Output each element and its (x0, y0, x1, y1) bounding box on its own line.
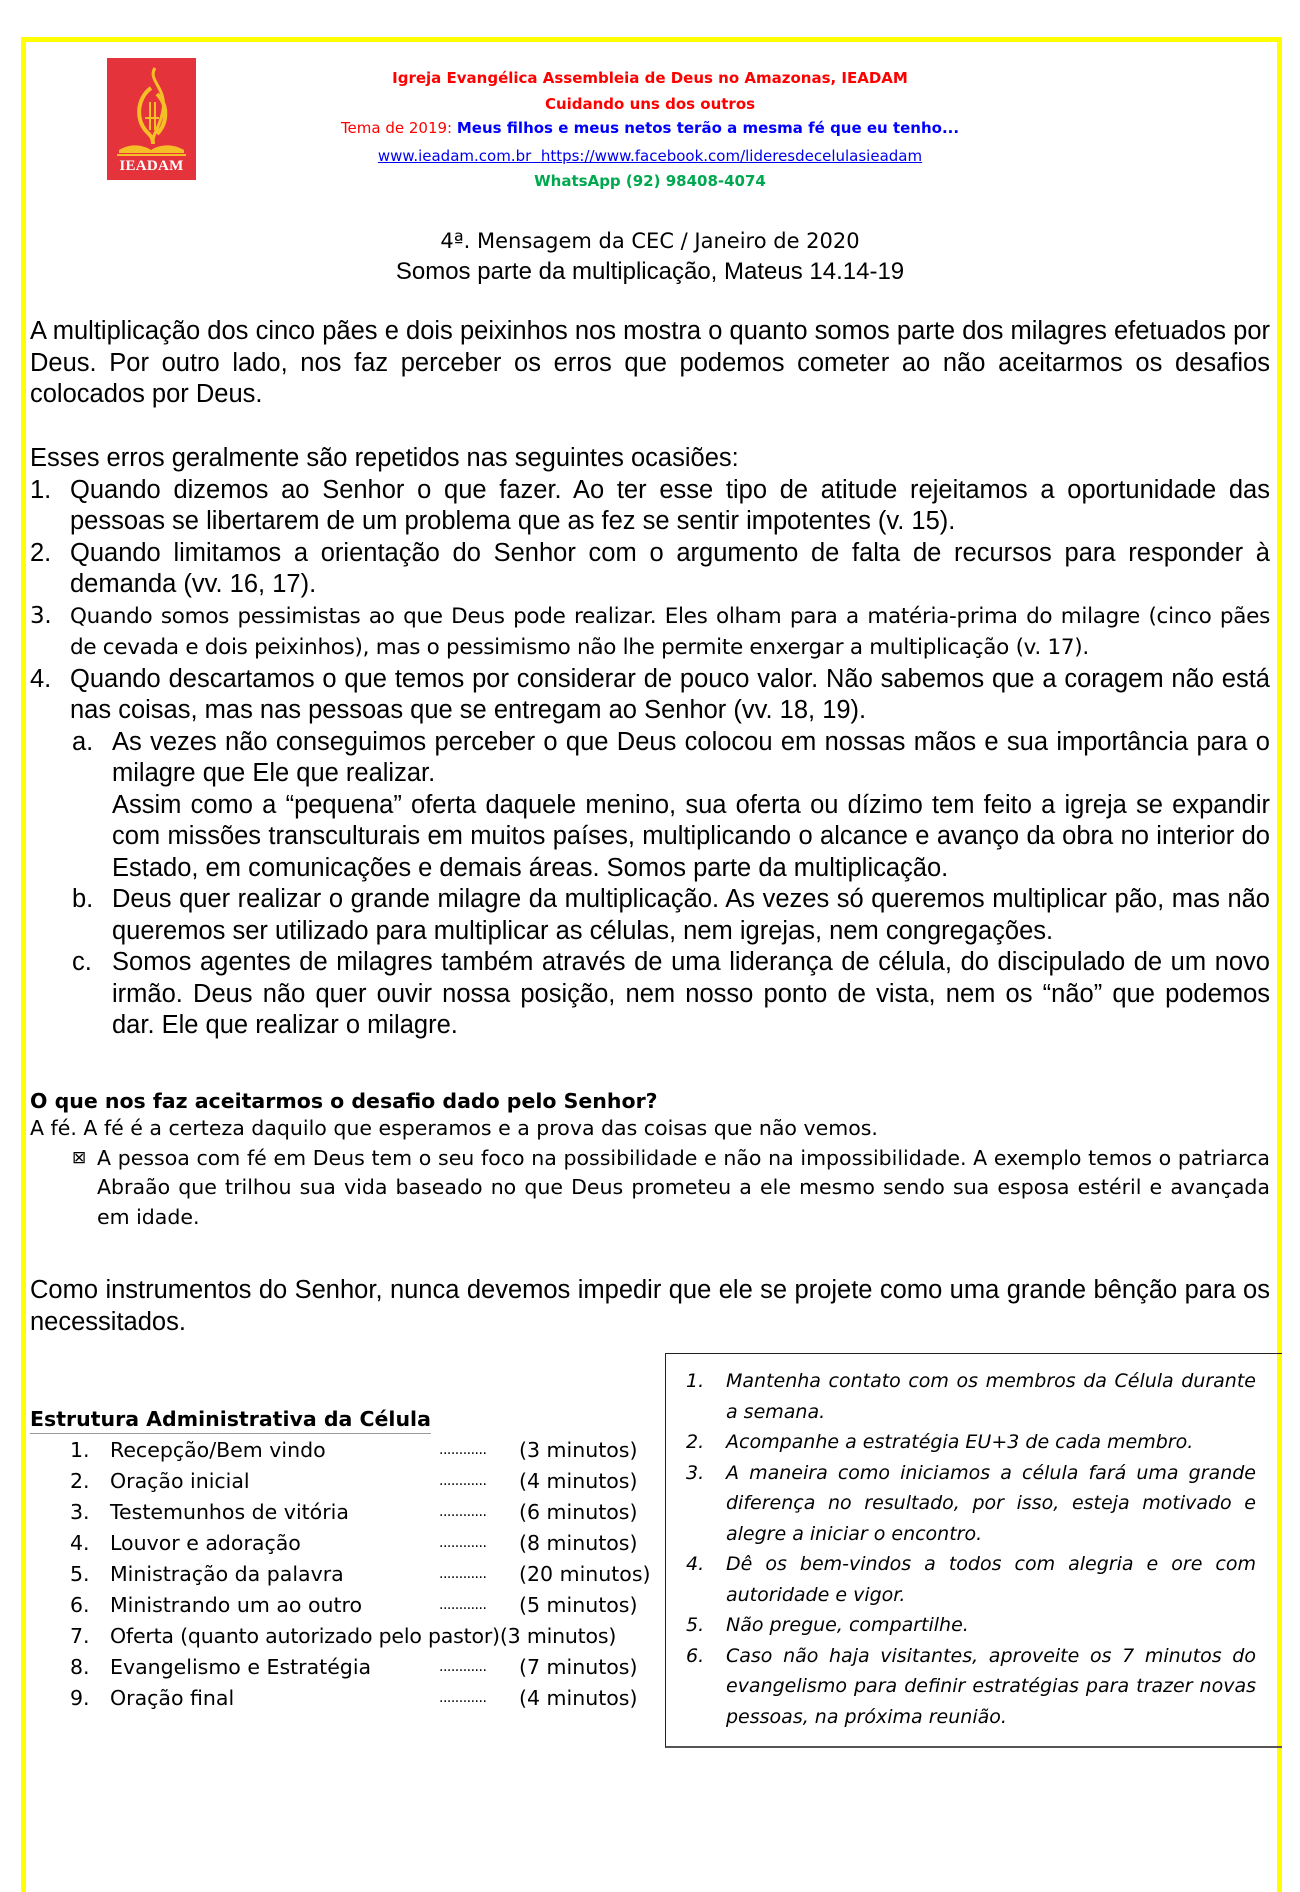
church-name: Igreja Evangélica Assembleia de Deus no Amazonas, IEADAM (392, 69, 908, 87)
error-item-text: Quando dizemos ao Senhor o que fazer. Ao ter esse tipo de atitude rejeitamos a oportunidade das pessoas se libertarem de um problema que as fez se sentir impotentes (v. 15). (70, 475, 1270, 535)
error-item-text: Quando somos pessimistas ao que Deus pode realizar. Eles olham para a matéria-prima do milagre (cinco pães de cevada e dois peixinhos), mas o pessimismo não lhe permite enxergar a multiplicação (v. 17). (70, 603, 1270, 660)
schedule-number: 2. (70, 1469, 90, 1493)
tip-text: Dê os bem-vindos a todos com alegria e ore com autoridade e vigor. (726, 1553, 1256, 1606)
tip-item (686, 1641, 1256, 1733)
tip-item (686, 1366, 1256, 1427)
tip-number: 5. (686, 1614, 705, 1636)
error-item-text: Quando limitamos a orientação do Senhor com o argumento de falta de recursos para responder à demanda (vv. 16, 17). (70, 538, 1270, 598)
schedule-label: Evangelismo e Estratégia (110, 1655, 372, 1679)
tip-text: Mantenha contato com os membros da Célula durante a semana. (726, 1370, 1256, 1423)
schedule-label: Ministrando um ao outro (110, 1593, 363, 1617)
schedule-minutes: (6 minutos) (519, 1500, 638, 1524)
message-title: 4ª. Mensagem da CEC / Janeiro de 2020 (440, 229, 860, 253)
faith-section (30, 1114, 1270, 1232)
schedule-row (30, 1497, 660, 1528)
missing-glyph-bullet-icon: ⊠ (72, 1147, 87, 1168)
schedule-number: 9. (70, 1686, 90, 1710)
tip-number: 6. (686, 1644, 705, 1667)
error-subitem-text: Somos agentes de milagres também através de uma liderança de célula, do discipulado de um novo irmão. Deus não quer ouvir nossa posição, nem nosso ponto de vista, nem os “não” que podemos dar. Ele que realizar o milagre. (112, 948, 1270, 1039)
church-motto: Cuidando uns dos outros (544, 95, 756, 113)
schedule-label: Oferta (quanto autorizado pelo pastor)(3 minutos) (110, 1624, 617, 1648)
tip-item (686, 1427, 1256, 1458)
schedule-number: 8. (70, 1655, 90, 1679)
schedule-list (30, 1435, 660, 1714)
error-subitem (30, 947, 1270, 1042)
tip-number: 2. (686, 1431, 705, 1453)
message-subtitle: Somos parte da multiplicação, Mateus 14.14-19 (395, 258, 905, 285)
theme-line (300, 118, 1000, 138)
tip-number: 4. (686, 1553, 705, 1575)
ieadam-logo (107, 58, 196, 180)
tips-list (686, 1366, 1256, 1732)
schedule-label: Louvor e adoração (110, 1531, 301, 1555)
schedule-row (30, 1528, 660, 1559)
schedule-leader-dots: ............ (439, 1690, 487, 1706)
logo-text: IEADAM (119, 158, 184, 174)
schedule-row (30, 1466, 660, 1497)
faith-bullet-text: A pessoa com fé em Deus tem o seu foco na possibilidade e não na impossibilidade. A exemplo temos o patriarca Abraão que trilhou sua vida baseado no que Deus prometeu a ele mesmo sendo sua esposa estéril e avançada em idade. (97, 1145, 1270, 1229)
faith-answer: A fé. A fé é a certeza daquilo que esperamos e a prova das coisas que não vemos. (30, 1116, 878, 1140)
tip-text: Acompanhe a estratégia EU+3 de cada membro. (726, 1431, 1194, 1453)
schedule-minutes: (3 minutos) (519, 1438, 638, 1462)
tip-number: 3. (686, 1461, 705, 1484)
schedule-number: 7. (70, 1624, 90, 1648)
schedule-label: Oração final (110, 1686, 235, 1710)
error-item (30, 475, 1270, 538)
schedule-minutes: (4 minutos) (519, 1469, 638, 1493)
schedule-leader-dots: ............ (439, 1566, 487, 1582)
schedule-row (30, 1621, 660, 1652)
errors-lead: Esses erros geralmente são repetidos nas seguintes ocasiões: (30, 444, 739, 472)
schedule-label: Ministração da palavra (110, 1562, 344, 1586)
error-subitem-text: Deus quer realizar o grande milagre da multiplicação. As vezes só queremos multiplicar pão, mas não queremos ser utilizado para multiplicar as células, nem igrejas, nem congregações. (112, 885, 1270, 945)
schedule-row (30, 1683, 660, 1714)
error-subitem (30, 727, 1270, 790)
error-item (30, 601, 1270, 664)
links-line (300, 146, 1000, 166)
error-item-text: Quando descartamos o que temos por considerar de pouco valor. Não sabemos que a coragem não está nas coisas, mas nas pessoas que se entregam ao Senhor (vv. 18, 19). (70, 664, 1270, 724)
tip-text: Não pregue, compartilhe. (726, 1614, 969, 1636)
faith-bullet-item (30, 1144, 1270, 1233)
error-subitem (30, 884, 1270, 947)
faith-heading: O que nos faz aceitarmos o desafio dado pelo Senhor? (30, 1089, 658, 1113)
schedule-leader-dots: ............ (439, 1504, 487, 1520)
schedule-number: 1. (70, 1438, 90, 1462)
schedule-minutes: (8 minutos) (519, 1531, 638, 1555)
tip-text: Caso não haja visitantes, aproveite os 7 minutos do evangelismo para definir estratégias para trazer novas pessoas, na próxima reunião. (726, 1644, 1256, 1728)
schedule-leader-dots: ............ (439, 1473, 487, 1489)
schedule-leader-dots: ............ (439, 1597, 487, 1613)
schedule-label: Testemunhos de vitória (110, 1500, 349, 1524)
schedule-label: Oração inicial (110, 1469, 250, 1493)
error-item-number: 1. (30, 475, 52, 504)
error-item (30, 664, 1270, 727)
schedule-minutes: (4 minutos) (519, 1686, 638, 1710)
error-subitem-letter: a. (72, 727, 94, 756)
error-subitem-text: As vezes não conseguimos perceber o que Deus colocou em nossas mãos e sua importância para o milagre que Ele que realizar. (112, 727, 1270, 787)
tip-item (686, 1549, 1256, 1610)
tip-item (686, 1610, 1256, 1641)
schedule-row (30, 1590, 660, 1621)
schedule-leader-dots: ............ (439, 1535, 487, 1551)
error-subitem-continuation: Assim como a “pequena” oferta daquele menino, sua oferta ou dízimo tem feito a igreja se expandir com missões transculturais em muitos países, multiplicando o alcance e avanço da obra no interior do Estado, em comunicações e demais áreas. Somos parte da multiplicação. (112, 790, 1270, 882)
schedule-minutes: (20 minutos) (519, 1562, 651, 1586)
tip-item (686, 1458, 1256, 1550)
closing-paragraph: Como instrumentos do Senhor, nunca devemos impedir que ele se projete como uma grande bênção para os necessitados. (30, 1276, 1270, 1336)
schedule-leader-dots: ............ (439, 1659, 487, 1675)
schedule-row (30, 1559, 660, 1590)
schedule-row (30, 1435, 660, 1466)
schedule-number: 5. (70, 1562, 90, 1586)
error-item (30, 538, 1270, 601)
schedule-minutes: (7 minutos) (519, 1655, 638, 1679)
tips-box (665, 1353, 1282, 1748)
whatsapp-contact: WhatsApp (92) 98408-4074 (534, 172, 766, 190)
theme-text: Meus filhos e meus netos terão a mesma fé que eu tenho... (456, 119, 960, 137)
schedule-label: Recepção/Bem vindo (110, 1438, 326, 1462)
error-item-number: 4. (30, 664, 52, 693)
errors-section (30, 443, 1270, 1042)
schedule-row (30, 1652, 660, 1683)
schedule-number: 6. (70, 1593, 90, 1617)
error-subitem-letter: c. (72, 948, 92, 976)
error-item-number: 2. (30, 538, 52, 567)
tip-number: 1. (686, 1370, 705, 1392)
schedule-minutes: (5 minutos) (519, 1593, 638, 1617)
error-item-number: 3. (30, 602, 52, 629)
schedule-leader-dots: ............ (439, 1442, 487, 1458)
intro-paragraph: A multiplicação dos cinco pães e dois peixinhos nos mostra o quanto somos parte dos milagres efetuados por Deus. Por outro lado, nos faz perceber os erros que podemos cometer ao não aceitarmos os desafios colocados por Deus. (30, 317, 1270, 408)
tip-text: A maneira como iniciamos a célula fará uma grande diferença no resultado, por isso, esteja motivado e alegre a iniciar o encontro. (726, 1461, 1256, 1545)
theme-label: Tema de 2019: (340, 119, 457, 137)
site-link[interactable]: www.ieadam.com.br (377, 147, 532, 165)
schedule-title: Estrutura Administrativa da Célula (30, 1405, 431, 1434)
facebook-link[interactable]: https://www.facebook.com/lideresdecelulasieadam (540, 147, 923, 165)
schedule-number: 4. (70, 1531, 90, 1555)
schedule-number: 3. (70, 1500, 90, 1524)
error-subitem-letter: b. (72, 885, 94, 913)
